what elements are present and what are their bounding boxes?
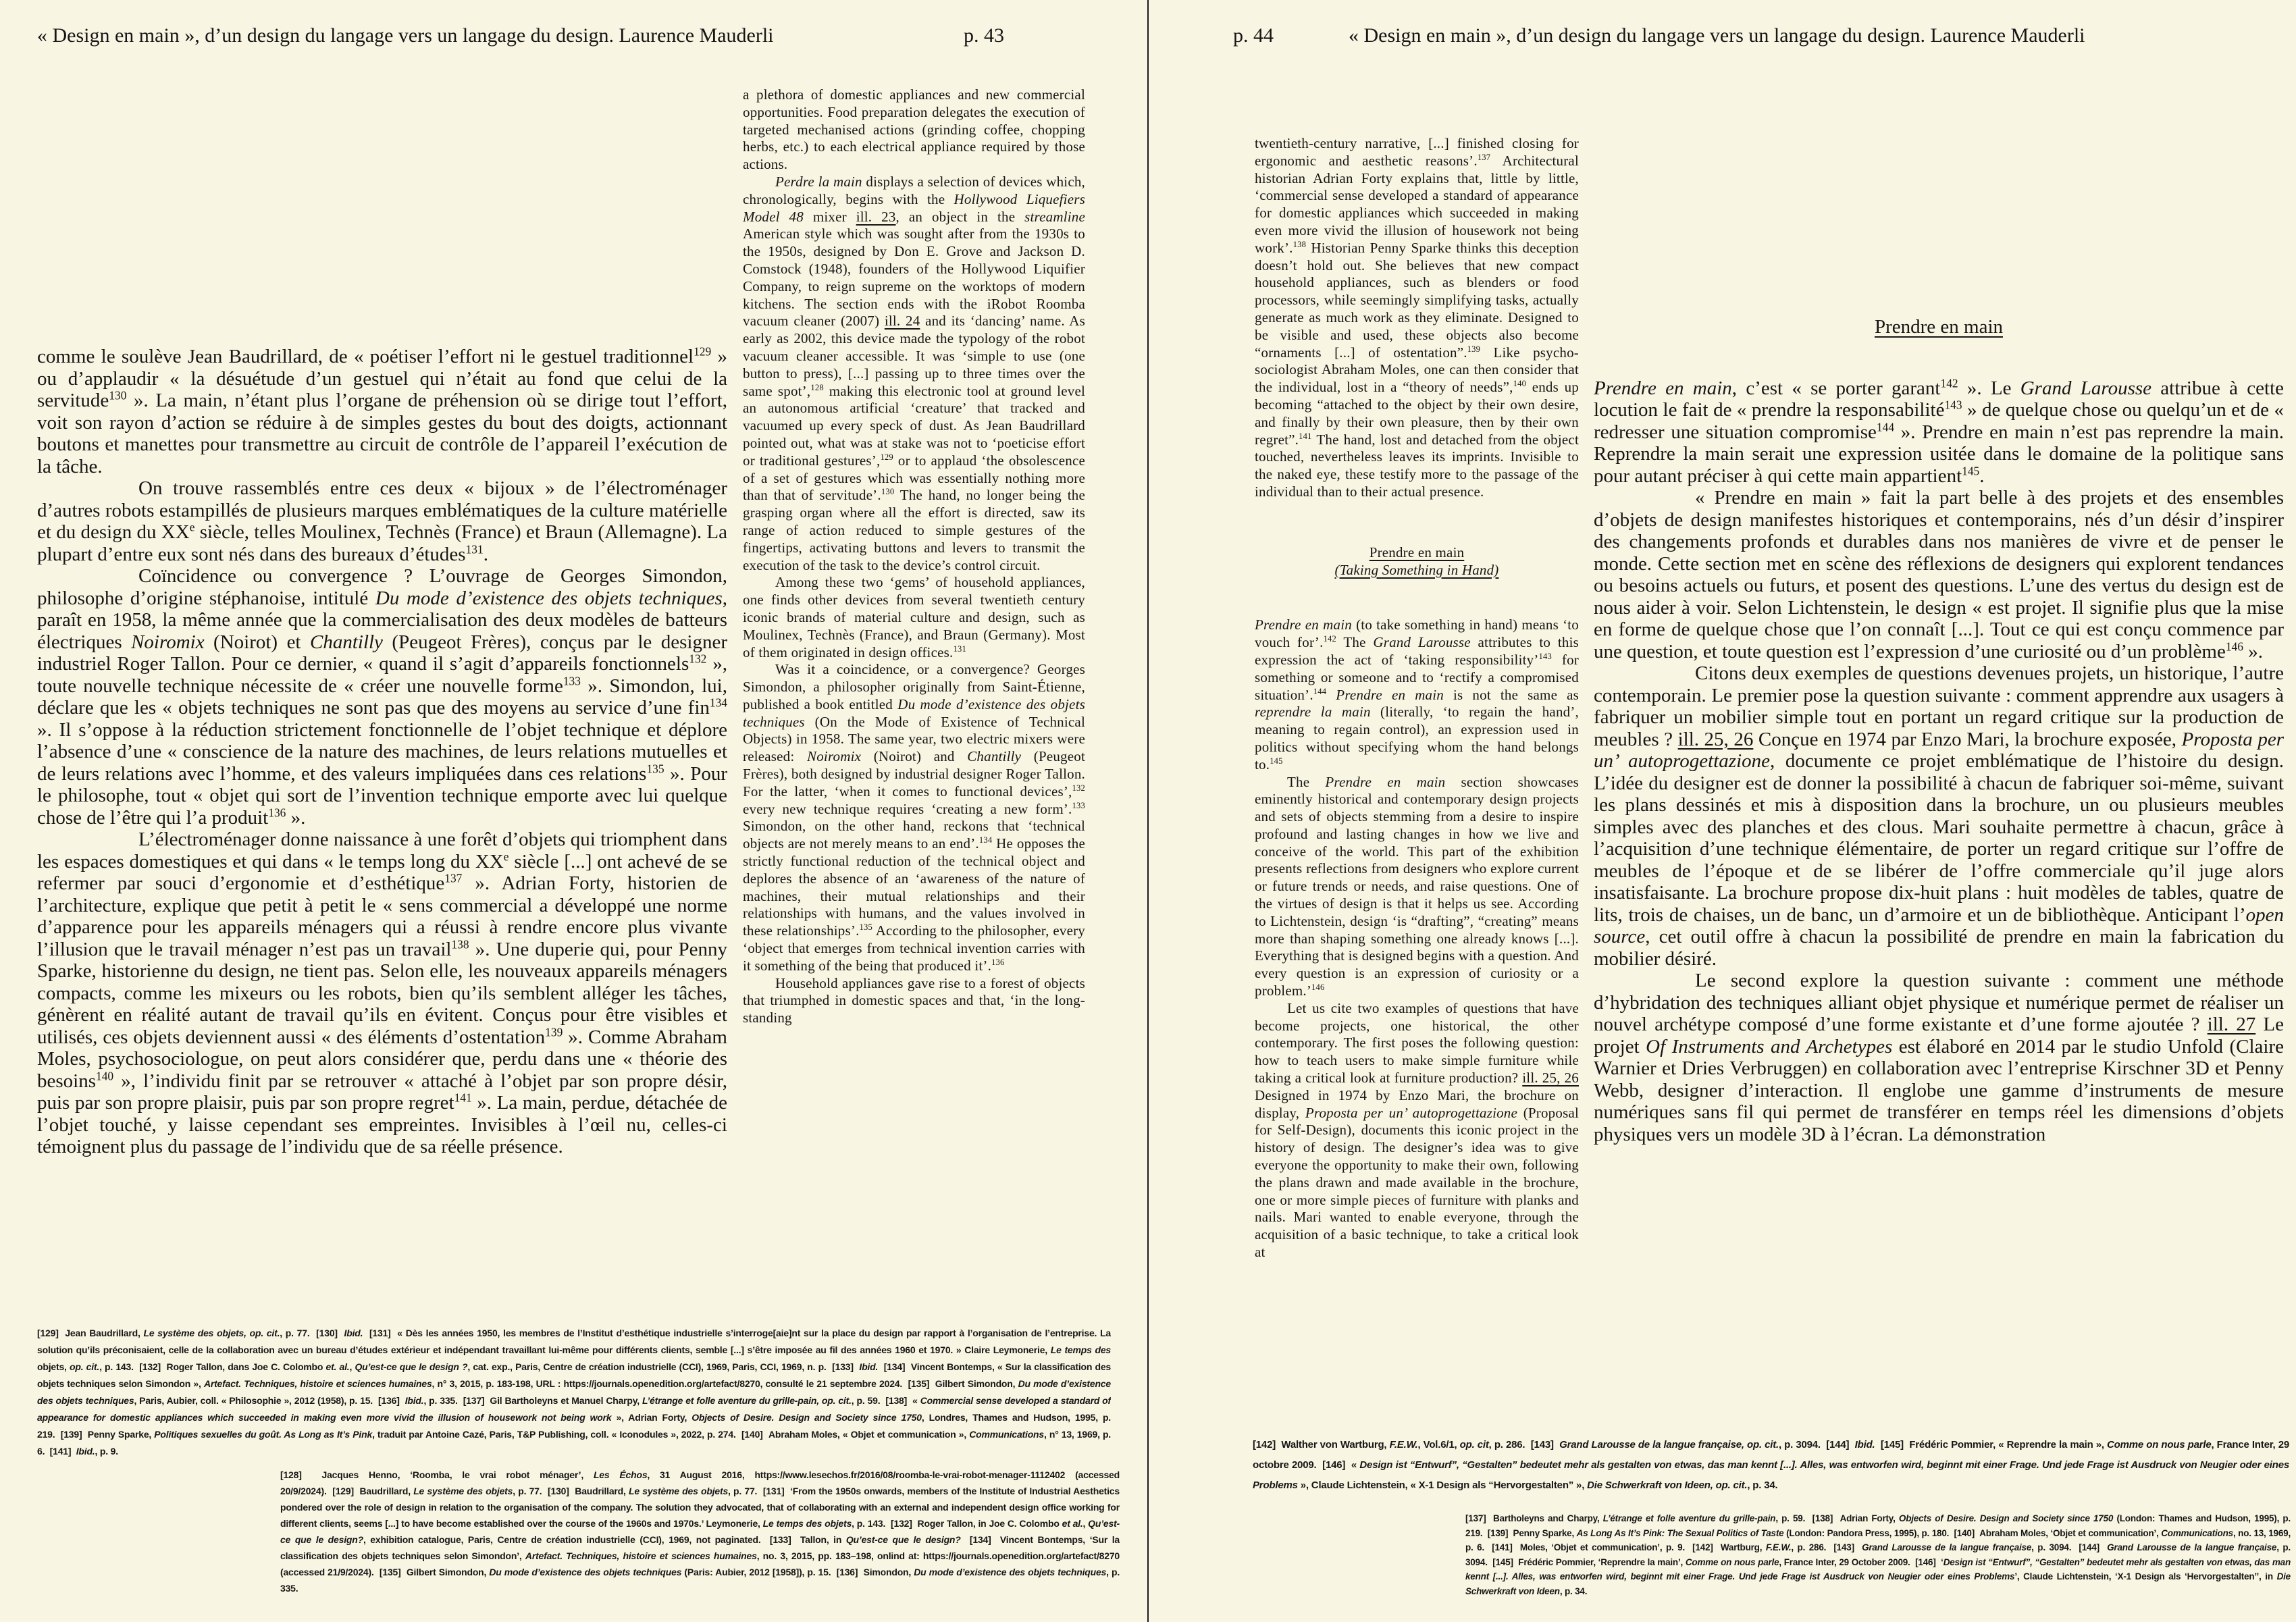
section-heading-english [1255, 544, 1579, 579]
section-heading: Prendre en main [1874, 316, 2004, 338]
paragraph: The Prendre en main section showcases eminently historical and contemporary design projects and sets of objects stemming from a desire to inspire profound and lasting changes in how we live and conceive of the world. This part of the exhibition presents reflections from designers who explore current or future trends or needs, and raise questions. One of the virtues of design is that it helps us see. According to Lichtenstein, design ‘is “drafting”, “creating” means more than shaping something one already knows [...]. Everything that is designed begins with a question. And every question is an expression of curiosity or a problem.’$^{146}$ [1255, 773, 1579, 999]
right-page-number: p. 44 [1233, 24, 1274, 47]
left-running-head [37, 24, 774, 47]
right-footnotes-english: [137] Bartholeyns and Charpy, L’étrange et folle aventure du grille-pain, p. 59. [138] Adrian Forty, Objects of Desire. Design and Society since 1750 (London: Thames and Hudson, 1995), p. 219. [139] Penny Sparke, As Long As It’s Pink: The Sexual Politics of Taste (London: Pandora Press, 1995), p. 180. [140] Abraham Moles, ‘Objet et communication’, Communications, no. 13, 1969, p. 6. [141] Moles, ‘Objet et communication’, p. 9. [142] Wartburg, F.E.W., p. 286. [143] Grand Larousse de la langue française, p. 3094. [144] Grand Larousse de la langue française, p. 3094. [145] Frédéric Pommier, ‘Reprendre la main’, Comme on nous parle, France Inter, 29 October 2009. [146] ‘Design ist “Entwurf”, “Gestalten” bedeutet mehr als gestalten von etwas, das man kennt [...]. Alles, was entworfen wird, beginnt mit einer Frage. Und jede Frage ist Ausdruck von Neugier oder eines Problems’, Claude Lichtenstein, ‘X-1 Design als ‘Hervorgestalten’’, in Die Schwerkraft von Ideen, p. 34. [1465, 1513, 2291, 1596]
left-page-number: p. 43 [964, 24, 1004, 47]
left-running-head-title: « Design en main », d’un design du langage vers un langage du design. Laurence Mauderli [37, 24, 774, 47]
paragraph: a plethora of domestic appliances and new commercial opportunities. Food preparation delegates the execution of targeted mechanised actions (grinding coffee, chopping herbs, etc.) to each electrical appliance required by those actions. [743, 86, 1085, 173]
section-heading-french [1594, 316, 2284, 338]
paragraph: Prendre en main, c’est « se porter garant$^{142}$ ». Le Grand Larousse attribue à cette locution le fait de « prendre la responsabilité$^{143}$ » de quelque chose ou quelqu’un et de « redresser une situation compromise$^{144}$ ». Prendre en main n’est pas reprendre la main. Reprendre la main serait une expression usitée dans le domaine de la politique sans pour autant préciser à qui cette main appartient$^{145}$. [1594, 375, 2284, 487]
paragraph: comme le soulève Jean Baudrillard, de « poétiser l’effort ni le gestuel traditionnel$^{129}$ » ou d’applaudir « la désuétude d’un gestuel qui n’était au fond que celui de la servitude$^{130}$ ». La main, n’étant plus l’organe de préhension où se dirige tout l’effort, voit son rayon d’action se réduire à de simples gestes du bout des doigts, actionnant boutons et manettes pour transmettre au circuit de contrôle de l’appareil l’exécution de la tâche. [37, 346, 727, 477]
paragraph: Perdre la main displays a selection of devices which, chronologically, begins with the Hollywood Liquefiers Model 48 mixer ill. 23, an object in the streamline American style which was sought after from the 1930s to the 1950s, designed by Don E. Grove and Jackson D. Comstock (1948), founders of the Hollywood Liquifier Company, to reign supreme on the worktops of modern kitchens. The section ends with the iRobot Roomba vacuum cleaner (2007) ill. 24 and its ‘dancing’ name. As early as 2002, this device made the typology of the robot vacuum cleaner accessible. It was ‘simple to use (one button to press), [...] passing up to three times over the same spot’,$^{128}$ making this electronic tool at ground level an autonomous artificial ‘creature’ that tracked and vacuumed up every speck of dust. As Jean Baudrillard pointed out, what was at stake was not to ‘poeticise effort or traditional gestures’,$^{129}$ or to applaud ‘the obsolescence of a set of gestures which was essentially nothing more than that of servitude’.$^{130}$ The hand, no longer being the grasping organ where all the effort is directed, saw its range of action reduced to simple gestures of the fingertips, activating buttons and levers to transmit the execution of the task to the device’s control circuit. [743, 173, 1085, 573]
section-heading-translation: (Taking Something in Hand) [1334, 561, 1499, 578]
paragraph: Coïncidence ou convergence ? L’ouvrage de Georges Simondon, philosophe d’origine stéphanoise, intitulé Du mode d’existence des objets techniques, paraît en 1958, la même année que la commercialisation des deux modèles de batteurs électriques Noiromix (Noirot) et Chantilly (Peugeot Frères), conçus par le designer industriel Roger Tallon. Pour ce dernier, « quand il s’agit d’appareils fonctionnels$^{132}$ », toute nouvelle technique nécessite de « créer une nouvelle forme$^{133}$ ». Simondon, lui, déclare que les « objets techniques ne sont pas que des moyens au service d’une fin$^{134}$ ». Il s’oppose à la réduction strictement fonctionnelle de l’objet technique et déplore l’absence d’une « conscience de la nature des machines, de leurs relations mutuelles et de leurs relations avec l’homme, et des valeurs impliquées dans ces relations$^{135}$ ». Pour le philosophe, tout « objet qui sort de l’invention technique emporte avec lui quelque chose de l’être qui l’a produit$^{136}$ ». [37, 565, 727, 829]
paragraph: Prendre en main (to take something in hand) means ‘to vouch for’.$^{142}$ The Grand Larousse attributes to this expression the act of ‘taking responsibility’$^{143}$ for something or someone and to ‘rectify a compromised situation’.$^{144}$ Prendre en main is not the same as reprendre la main (literally, ‘to regain the hand’, meaning to regain control), an expression used in politics without specifying whom the hand belongs to.$^{145}$ [1255, 617, 1579, 773]
right-footnotes-french: [142] Walther von Wartburg, F.E.W., Vol.6/1, op. cit, p. 286. [143] Grand Larousse de la langue française, op. cit., p. 3094. [144] Ibid. [145] Frédéric Pommier, « Reprendre la main », Comme on nous parle, France Inter, 29 octobre 2009. [146] « Design ist “Entwurf”, “Gestalten” bedeutet mehr als gestalten von etwas, das man kennt [...]. Alles, was entworfen wird, beginnt mit einer Frage. Und jede Frage ist Ausdruck von Neugier oder eines Problems », Claude Lichtenstein, « X-1 Design als “Hervorgestalten” », Die Schwerkraft von Ideen, op. cit., p. 34. [1253, 1439, 2289, 1491]
section-heading: Prendre en main [1369, 544, 1465, 560]
left-footnotes-french: [129] Jean Baudrillard, Le système des objets, op. cit., p. 77. [130] Ibid. [131] « Dès les années 1950, les membres de l’Institut d’esthétique industrielle s’interroge[aie]nt sur la place du design par rapport à l’organisation de l’entreprise. La solution qu’ils préconisaient, celle de la collaboration avec un bureau d’études extérieur et indépendant travaillant lui-même pour différents clients, semble [...] s’être imposée au fil des années 1960 et 1970. » Claire Leymonerie, Le temps des objets, op. cit., p. 143. [132] Roger Tallon, dans Joe C. Colombo et. al., Qu’est-ce que le design ?, cat. exp., Paris, Centre de création industrielle (CCI), 1969, Paris, CCI, 1969, n. p. [133] Ibid. [134] Vincent Bontemps, « Sur la classification des objets techniques selon Simondon », Artefact. Techniques, histoire et sciences humaines, n° 3, 2015, p. 183-198, URL : https://journals.openedition.org/artefact/8270, consulté le 21 septembre 2024. [135] Gilbert Simondon, Du mode d’existence des objets techniques, Paris, Aubier, coll. « Philosophie », 2012 (1958), p. 15. [136] Ibid., p. 335. [137] Gil Bartholeyns et Manuel Charpy, L’étrange et folle aventure du grille-pain, op. cit., p. 59. [138] « Commercial sense developed a standard of appearance for domestic appliances which succeeded in making even more vivid the illusion of housework not being work », Adrian Forty, Objects of Desire. Design and Society since 1750, Londres, Thames and Hudson, 1995, p. 219. [139] Penny Sparke, Politiques sexuelles du goût. As Long as It’s Pink, traduit par Antoine Cazé, Paris, T&P Publishing, coll. « Iconodules », 2022, p. 274. [140] Abraham Moles, « Objet et communication », Communications, n° 13, 1969, p. 6. [141] Ibid., p. 9. [37, 1328, 1111, 1457]
paragraph: Household appliances gave rise to a forest of objects that triumphed in domestic spaces and that, ‘in the long-standing [743, 974, 1085, 1026]
paragraph: « Prendre en main » fait la part belle à des projets et des ensembles d’objets de design manifestes historiques et contemporains, nés d’un désir d’inspirer des changements profonds et durables dans nos manières de vivre et de penser le monde. Cette section met en scène des réflexions de designers qui explorent tendances ou besoins actuels ou futurs, et posent des questions. L’une des vertus du design est de nous aider à voir. Selon Lichtenstein, le design « est projet. Il signifie plus que la mise en forme de quelque chose que l’on connaît [...]. Tout ce qui est conçu commence par une question, et toute question est l’expression d’une curiosité ou d’un problème$^{146}$ ». [1594, 487, 2284, 662]
page-gutter-rule [1147, 0, 1149, 1622]
paragraph: twentieth-century narrative, [...] finished closing for ergonomic and aesthetic reasons’.$^{137}$ Architectural historian Adrian Forty explains that, little by little, ‘commercial sense developed a standard of appearance for domestic appliances which succeeded in making even more vivid the illusion of housework not being work’.$^{138}$ Historian Penny Sparke thinks this deception doesn’t hold out. She believes that new compact household appliances, such as blenders or food processors, while seemingly simplifying tasks, actually generate as much work as they eliminate. Designed to be visible and used, these objects also become “ornaments [...] of ostentation”.$^{139}$ Like psycho-sociologist Abraham Moles, one can then consider that the individual, lost in a “theory of needs”,$^{140}$ ends up becoming “attached to the object by their own desire, and finally by their own pleasure, then by their own regret”.$^{141}$ The hand, lost and detached from the object touched, nevertheless leaves its imprints. Invisible to the naked eye, these testify more to the passage of the individual than to their actual presence. [1255, 135, 1579, 500]
left-footnotes-english: [128] Jacques Henno, ‘Roomba, le vrai robot ménager’, Les Échos, 31 August 2016, https://www.lesechos.fr/2016/08/roomba-le-vrai-robot-menager-1112402 (accessed 20/9/2024). [129] Baudrillard, Le système des objets, p. 77. [130] Baudrillard, Le système des objets, p. 77. [131] ‘From the 1950s onwards, members of the Institute of Industrial Aesthetics pondered over the role of design in relation to the organisation of the company. The solution they advocated, that of collaborating with an external and independent design office working for different clients, seems [...] to have become established over the course of the 1960s and 1970s.’ Leymonerie, Le temps des objets, p. 143. [132] Roger Tallon, in Joe C. Colombo et al., Qu’est-ce que le design?, exhibition catalogue, Paris, Centre de création industrielle (CCI), 1969, not paginated. [133] Tallon, in Qu’est-ce que le design? [134] Vincent Bontemps, ‘Sur la classification des objets techniques selon Simondon’, Artefact. Techniques, histoire et sciences humaines, no. 3, 2015, pp. 183–198, onlind at: https://journals.openedition.org/artefact/8270 (accessed 21/9/2024). [135] Gilbert Simondon, Du mode d’existence des objets techniques (Paris: Aubier, 2012 [1958]), p. 15. [136] Simondon, Du mode d’existence des objets techniques, p. 335. [280, 1469, 1120, 1594]
left-french-column [37, 346, 727, 1291]
right-running-head: « Design en main », d’un design du langage vers un langage du design. Laurence Mauderli [1349, 24, 2085, 47]
right-english-column [1255, 135, 1579, 1413]
paragraph: Citons deux exemples de questions devenues projets, un historique, l’autre contemporain. Le premier pose la question suivante : comment apprendre aux usagers à fabriquer un mobilier simple tout en portant un regard critique sur la production de meubles ? ill. 25, 26 Conçue en 1974 par Enzo Mari, la brochure exposée, Proposta per un’ autoprogettazione, documente ce projet emblématique de l’histoire du design. L’idée du designer est de donner la possibilité à chacun de fabriquer soi-même, suivant les plans dessinés et mis à disposition dans la brochure, un ou plusieurs meubles simples avec des planches et des clous. Mari souhaite permettre à chacun, grâce à l’acquisition d’une technique élémentaire, de porter un regard critique sur l’offre de meubles de l’époque et de se libérer de l’offre commerciale qu’il juge alors insatisfaisante. La brochure propose dix-huit plans : huit modèles de tables, quatre de lits, trois de chaises, un de banc, un d’armoire et un de bibliothèque. Anticipant l’open source, cet outil offre à chacun la possibilité de prendre en main la fabrication du mobilier désiré. [1594, 662, 2284, 970]
paragraph: L’électroménager donne naissance à une forêt d’objets qui triomphent dans les espaces domestiques et qui dans « le temps long du XXe siècle [...] ont achevé de se refermer par souci d’ergonomie et d’esthétique$^{137}$ ». Adrian Forty, historien de l’architecture, explique que petit à petit le « sens commercial a développé une norme d’apparence pour les appareils ménagers qui a réussi à rendre encore plus vivante l’illusion que le travail ménager n’est pas un travail$^{138}$ ». Une duperie qui, pour Penny Sparke, historienne du design, ne tient pas. Selon elle, les nouveaux appareils ménagers compacts, comme les mixeurs ou les robots, bien qu’ils semblent alléger les tâches, génèrent en réalité autant de travail qu’ils en évitent. Conçus pour être visibles et utilisés, ces objets deviennent aussi « des éléments d’ostentation$^{139}$ ». Comme Abraham Moles, psychosociologue, on peut alors considérer que, perdu dans une « théorie des besoins$^{140}$ », l’individu finit par se retrouver « attaché à l’objet par son propre désir, puis par son propre plaisir, puis par son propre regret$^{141}$ ». La main, perdue, détachée de l’objet touché, y laisse cependant ses empreintes. Invisibles à l’œil nu, celles-ci témoignent plus du passage de l’individu que de sa réelle présence. [37, 829, 727, 1157]
paragraph: Among these two ‘gems’ of household appliances, one finds other devices from several twentieth century iconic brands of material culture and design, such as Moulinex, Technès (France), and Braun (Germany). Most of them originated in design offices.$^{131}$ [743, 574, 1085, 660]
left-english-column [743, 86, 1085, 1285]
paragraph: Let us cite two examples of questions that have become projects, one historical, the other contemporary. The first poses the following question: how to teach users to make simple furniture while taking a critical look at furniture production? ill. 25, 26 Designed in 1974 by Enzo Mari, the brochure on display, Proposta per un’ autoprogettazione (Proposal for Self-Design), documents this iconic project in the history of design. The designer’s idea was to give everyone the opportunity to make their own, following the plans drawn and made available in the brochure, one or more simple pieces of furniture with planks and nails. Mari wanted to enable everyone, through the acquisition of a basic technique, to take a critical look at [1255, 999, 1579, 1261]
right-french-column [1594, 316, 2284, 1417]
paragraph: On trouve rassemblés entre ces deux « bijoux » de l’électroménager d’autres robots estampillés de plusieurs marques emblématiques de la culture matérielle et du design du XXe siècle, telles Moulinex, Technès (France) et Braun (Allemagne). La plupart d’entre eux sont nés dans des bureaux d’études$^{131}$. [37, 477, 727, 565]
paragraph: Le second explore la question suivante : comment une méthode d’hybridation des techniques alliant objet physique et numérique permet de réaliser un nouvel archétype composé d’une forme existante et d’une forme ajoutée ? ill. 27 Le projet Of Instruments and Archetypes est élaboré en 2014 par le studio Unfold (Claire Warnier et Dries Verbruggen) en collaboration avec l’entreprise Kirschner 3D et Penny Webb, designer d’interaction. Il englobe une gamme d’instruments de mesure numériques sans fil qui permet de transférer en temps réel les dimensions d’objets physiques vers un modèle 3D à l’écran. La démonstration [1594, 970, 2284, 1145]
paragraph: Was it a coincidence, or a convergence? Georges Simondon, a philosopher originally from Saint-Étienne, published a book entitled Du mode d’existence des objets techniques (On the Mode of Existence of Technical Objects) in 1958. The same year, two electric mixers were released: Noiromix (Noirot) and Chantilly (Peugeot Frères), both designed by industrial designer Roger Tallon. For the latter, ‘when it comes to functional devices’,$^{132}$ every new technique requires ‘creating a new form’.$^{133}$ Simondon, on the other hand, reckons that ‘technical objects are not merely means to an end’.$^{134}$ He opposes the strictly functional reduction of the technical object and deplores the absence of an ‘awareness of the nature of machines, their mutual relationships and their relationships with humans, and the values involved in these relationships’.$^{135}$ According to the philosopher, every ‘object that emerges from technical invention carries with it something of the being that produced it’.$^{136}$ [743, 661, 1085, 974]
